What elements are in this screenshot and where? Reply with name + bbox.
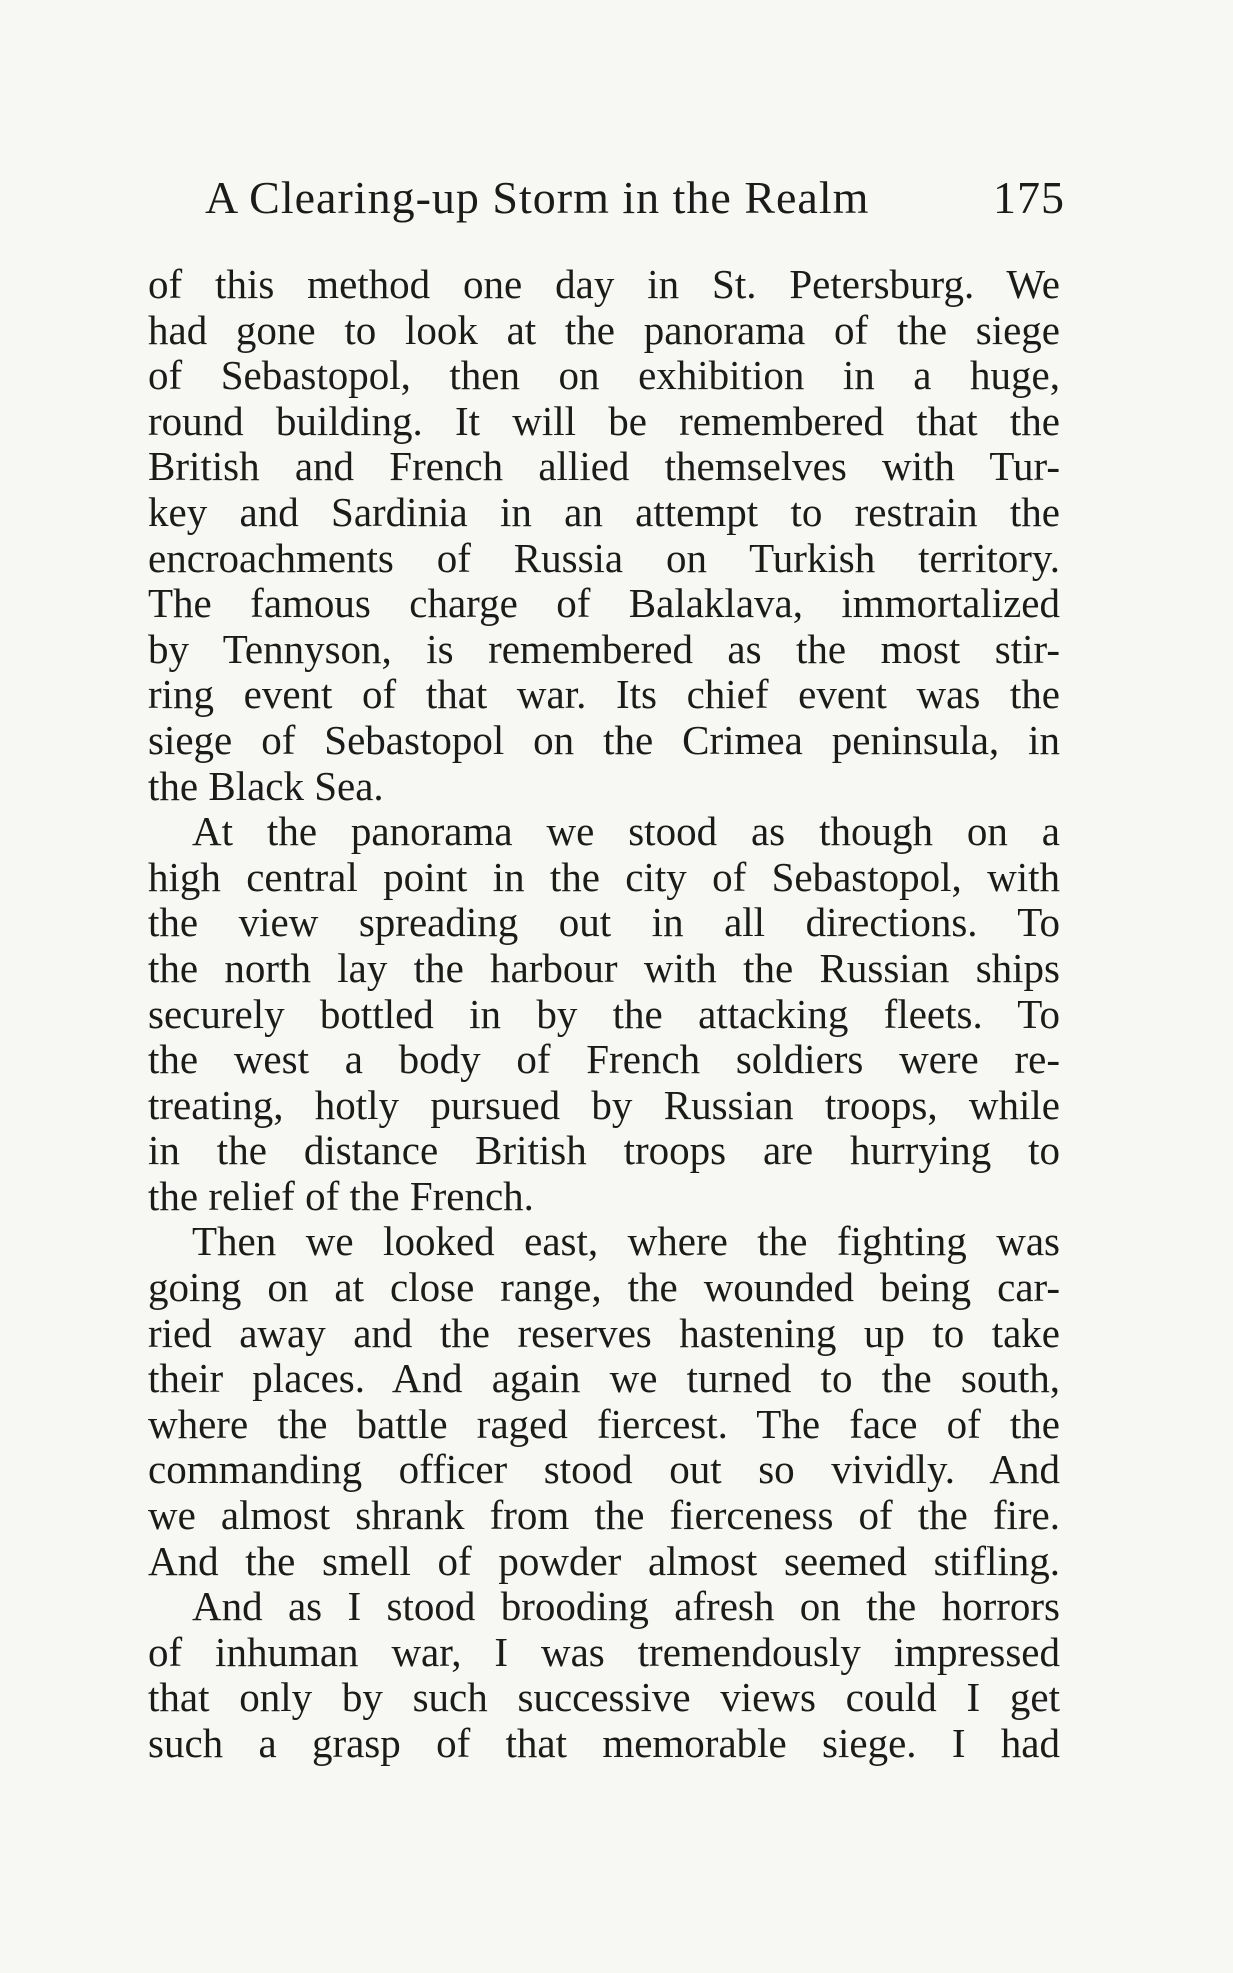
text-line: Then we looked east, where the fighting was <box>192 1218 1060 1265</box>
text-line: of this method one day in St. Petersburg. We <box>148 261 1060 307</box>
text-line: the north lay the harbour with the Russian ships <box>148 944 1060 991</box>
text-line: encroachments of Russia on Turkish territory. <box>148 534 1060 581</box>
running-head <box>205 168 1065 228</box>
text-line: that only by such successive views could I get <box>148 1674 1060 1721</box>
text-line: by Tennyson, is remembered as the most stir- <box>148 625 1060 672</box>
text-line: And as I stood brooding afresh on the horrors <box>192 1583 1060 1630</box>
text-line: had gone to look at the panorama of the siege <box>148 306 1060 353</box>
text-line: the west a body of French soldiers were re- <box>148 1036 1060 1083</box>
text-line: And the smell of powder almost seemed stifling. <box>148 1537 1060 1584</box>
text-line: treating, hotly pursued by Russian troops, while <box>148 1081 1060 1128</box>
text-line: going on at close range, the wounded being car- <box>148 1264 1060 1311</box>
text-line: the Black Sea. <box>148 762 384 809</box>
text-line: ring event of that war. Its chief event was the <box>148 671 1060 718</box>
text-line: we almost shrank from the fierceness of the fire. <box>148 1492 1060 1539</box>
text-line: ried away and the reserves hastening up to take <box>148 1309 1060 1356</box>
text-line: such a grasp of that memorable siege. I had <box>148 1720 1060 1766</box>
text-line: high central point in the city of Sebastopol, with <box>148 853 1060 900</box>
text-line: the view spreading out in all directions. To <box>148 899 1060 946</box>
text-line: The famous charge of Balaklava, immortalized <box>148 580 1060 627</box>
text-line: British and French allied themselves with Tur- <box>148 443 1060 490</box>
text-line: the relief of the French. <box>148 1172 534 1219</box>
body-text <box>148 262 1060 1767</box>
text-line: round building. It will be remembered that the <box>148 397 1060 444</box>
text-line: siege of Sebastopol on the Crimea peninsula, in <box>148 716 1060 763</box>
text-line: At the panorama we stood as though on a <box>192 808 1060 855</box>
text-line: in the distance British troops are hurrying to <box>148 1127 1060 1174</box>
text-line: where the battle raged fiercest. The face of the <box>148 1400 1060 1447</box>
text-line: of Sebastopol, then on exhibition in a huge, <box>148 352 1060 399</box>
text-line: commanding officer stood out so vividly. And <box>148 1446 1060 1493</box>
text-line: securely bottled in by the attacking fleets. To <box>148 990 1060 1037</box>
text-line: of inhuman war, I was tremendously impressed <box>148 1628 1060 1675</box>
page-number: 175 <box>993 172 1065 223</box>
running-title: A Clearing-up Storm in the Realm <box>205 172 870 223</box>
text-line: their places. And again we turned to the south, <box>148 1355 1060 1402</box>
text-line: key and Sardinia in an attempt to restrain the <box>148 488 1060 535</box>
